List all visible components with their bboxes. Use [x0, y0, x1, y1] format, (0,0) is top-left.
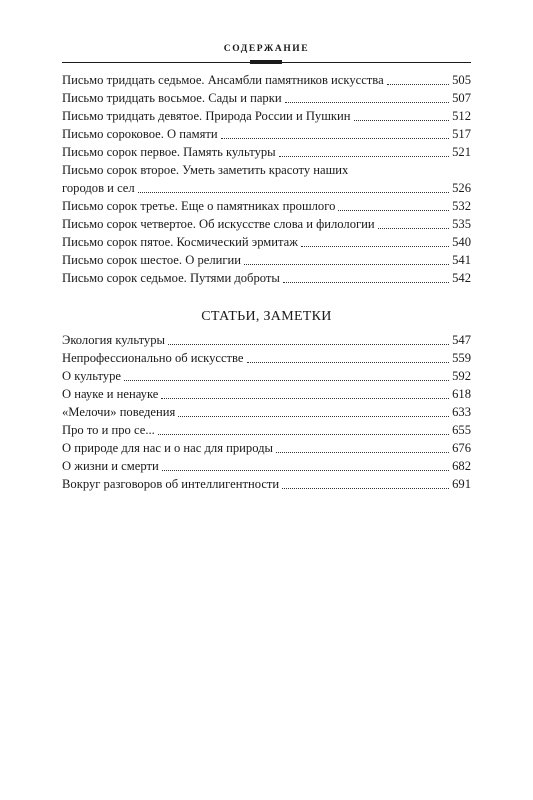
- toc-entry: [62, 269, 471, 287]
- toc-leader-dots: [161, 397, 449, 399]
- toc-entry: [62, 215, 471, 233]
- toc-leader-dots: [138, 191, 449, 193]
- toc-entry-title: О науке и ненауке: [62, 387, 159, 401]
- toc-leader-dots: [283, 281, 449, 283]
- toc-entry-title: Непрофессионально об искусстве: [62, 351, 244, 365]
- toc-leader-dots: [221, 137, 449, 139]
- toc-entry-title-continued: городов и сел: [62, 181, 135, 195]
- toc-entry-page: 592: [452, 369, 471, 383]
- toc-entry-page: 507: [452, 91, 471, 105]
- toc-leader-dots: [178, 415, 449, 417]
- toc-entry-title: Письмо тридцать седьмое. Ансамбли памятников искусства: [62, 73, 384, 87]
- toc-entry-page: 532: [452, 199, 471, 213]
- toc-entry-page: 517: [452, 127, 471, 141]
- toc-entry-title: «Мелочи» поведения: [62, 405, 176, 419]
- toc-entry-page: 521: [452, 145, 471, 159]
- toc-entry-title: О жизни и смерти: [62, 459, 159, 473]
- toc-entry: [62, 197, 471, 215]
- toc-leader-dots: [168, 343, 449, 345]
- section-title: СТАТЬИ, ЗАМЕТКИ: [201, 309, 332, 324]
- toc-entry: [62, 125, 471, 143]
- toc-entry-page: 547: [452, 333, 471, 347]
- toc-entry-title: Письмо сорок четвертое. Об искусстве слова и филологии: [62, 217, 375, 231]
- toc-entry-page: 541: [452, 253, 471, 267]
- toc-entry-title: Письмо сорок пятое. Космический эрмитаж: [62, 235, 298, 249]
- toc-entry-page: 691: [452, 477, 471, 491]
- toc-entry-page: 655: [452, 423, 471, 437]
- toc-entry: [62, 439, 471, 457]
- toc-leader-dots: [378, 227, 449, 229]
- toc-entry-page: 618: [452, 387, 471, 401]
- toc-entry-title: Письмо сорок шестое. О религии: [62, 253, 241, 267]
- toc-entry: [62, 385, 471, 403]
- toc-articles: [62, 331, 471, 493]
- toc-entry: [62, 89, 471, 107]
- toc-leader-dots: [279, 155, 449, 157]
- toc-leader-dots: [282, 487, 449, 489]
- toc-entry: [62, 179, 471, 197]
- toc-entry-title: Письмо сорок третье. Еще о памятниках прошлого: [62, 199, 336, 213]
- toc-leader-dots: [276, 451, 449, 453]
- toc-leader-dots: [387, 83, 449, 85]
- toc-entry: [62, 421, 471, 439]
- toc-entry: [62, 107, 471, 125]
- toc-entry: [62, 331, 471, 349]
- toc-entry-title: Письмо сорок первое. Память культуры: [62, 145, 276, 159]
- toc-entry-line: [62, 161, 471, 179]
- toc-entry-title: О природе для нас и о нас для природы: [62, 441, 274, 455]
- toc-leader-dots: [338, 209, 449, 211]
- toc-leader-dots: [354, 119, 450, 121]
- toc-entry-page: 682: [452, 459, 471, 473]
- toc-leader-dots: [247, 361, 450, 363]
- toc-entry: [62, 367, 471, 385]
- toc-entry-page: 535: [452, 217, 471, 231]
- toc-entry: [62, 349, 471, 367]
- toc-entry-page: 559: [452, 351, 471, 365]
- toc-entry: [62, 475, 471, 493]
- toc-entry: [62, 251, 471, 269]
- toc-entry-title: Письмо сорок второе. Уметь заметить красоту наших: [62, 163, 349, 177]
- header-rule-mark: [250, 60, 282, 64]
- toc-entry-title: Письмо тридцать восьмое. Сады и парки: [62, 91, 282, 105]
- running-header: СОДЕРЖАНИЕ: [223, 44, 310, 54]
- toc-letters: [62, 71, 471, 287]
- toc-entry-title: Экология культуры: [62, 333, 165, 347]
- toc-entry-page: 633: [452, 405, 471, 419]
- toc-entry: [62, 71, 471, 89]
- toc-entry-title: Письмо сорок седьмое. Путями доброты: [62, 271, 280, 285]
- toc-leader-dots: [162, 469, 449, 471]
- toc-entry: [62, 403, 471, 421]
- toc-entry-title: Вокруг разговоров об интеллигентности: [62, 477, 280, 491]
- toc-entry-page: 505: [452, 73, 471, 87]
- toc-entry-title: О культуре: [62, 369, 121, 383]
- toc-entry-page: 526: [452, 181, 471, 195]
- toc-entry: [62, 457, 471, 475]
- toc-entry-title: Про то и про се...: [62, 423, 155, 437]
- toc-leader-dots: [301, 245, 449, 247]
- toc-entry: [62, 143, 471, 161]
- toc-leader-dots: [285, 101, 450, 103]
- toc-entry-title: Письмо тридцать девятое. Природа России и Пушкин: [62, 109, 351, 123]
- toc-leader-dots: [158, 433, 449, 435]
- toc-leader-dots: [244, 263, 449, 265]
- toc-entry-page: 542: [452, 271, 471, 285]
- toc-entry-page: 676: [452, 441, 471, 455]
- toc-entry-title: Письмо сороковое. О памяти: [62, 127, 218, 141]
- toc-entry: [62, 233, 471, 251]
- toc-leader-dots: [124, 379, 449, 381]
- toc-entry-page: 540: [452, 235, 471, 249]
- toc-entry-page: 512: [452, 109, 471, 123]
